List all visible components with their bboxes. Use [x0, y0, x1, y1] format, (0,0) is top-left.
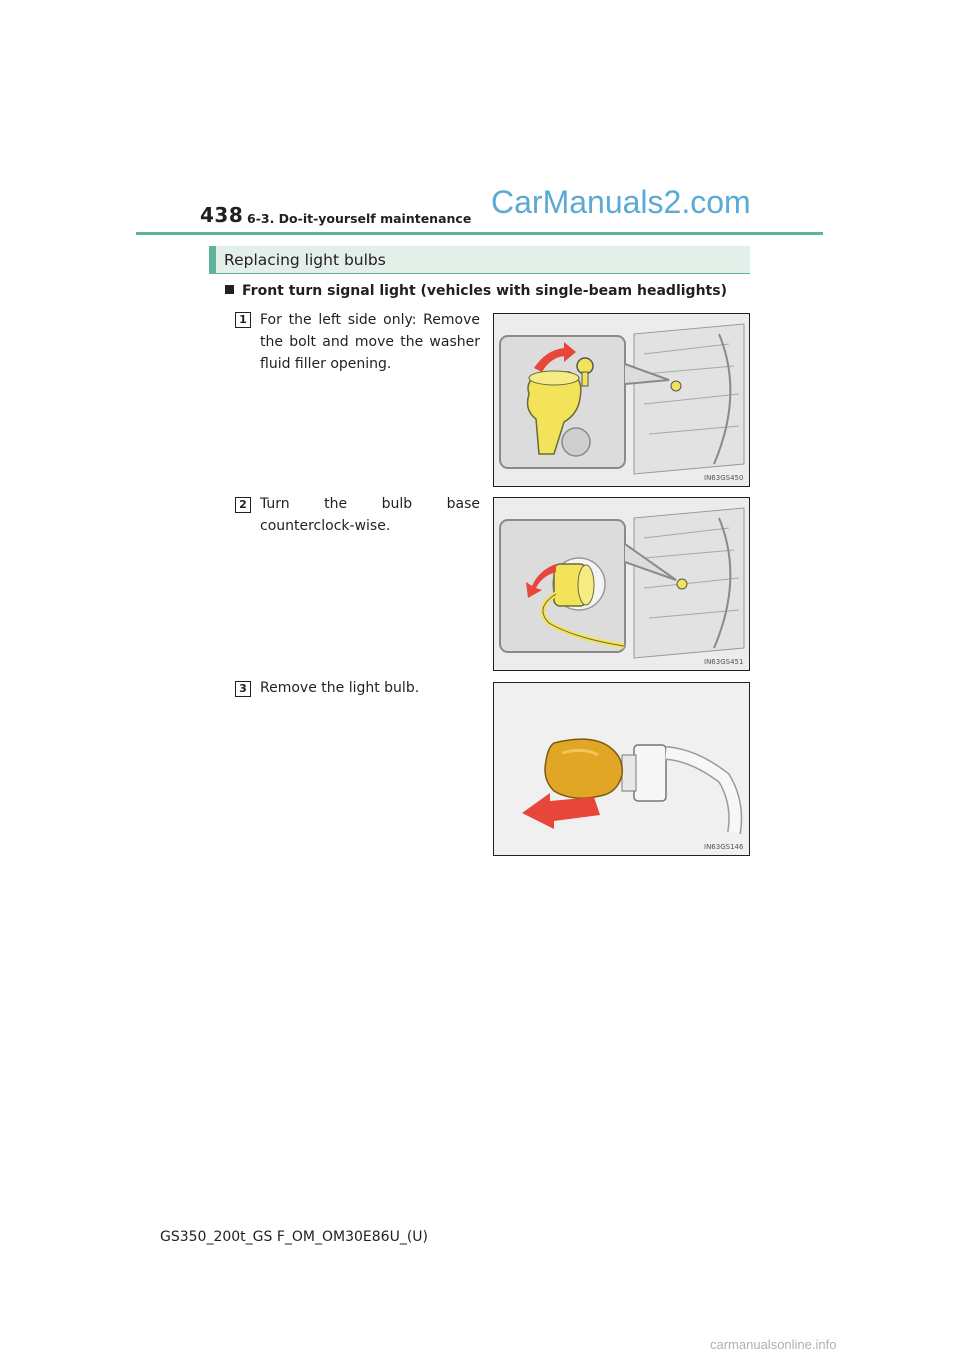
step-number: 3 — [235, 681, 251, 697]
figure-code: IN63GS146 — [704, 843, 744, 851]
subheading-text: Front turn signal light (vehicles with single-beam headlights) — [242, 283, 727, 299]
step-2-illustration — [493, 497, 750, 671]
bulb-base-turn-illustration — [494, 498, 749, 670]
document-code: GS350_200t_GS F_OM_OM30E86U_(U) — [160, 1229, 428, 1245]
watermark-logo[interactable]: CarManuals2.com — [491, 184, 751, 220]
step-text: For the left side only: Remove the bolt and move the washer fluid filler opening. — [260, 312, 480, 372]
step-text: Remove the light bulb. — [260, 680, 420, 696]
washer-filler-illustration — [494, 314, 749, 486]
bulb-removal-illustration — [494, 683, 749, 855]
step-3-illustration — [493, 682, 750, 856]
header-divider — [136, 232, 823, 235]
step-1-illustration — [493, 313, 750, 487]
step-number: 1 — [235, 312, 251, 328]
watermark-footer[interactable]: carmanualsonline.info — [710, 1337, 837, 1352]
subheading — [225, 283, 727, 299]
chapter-title: 6-3. Do-it-yourself maintenance — [247, 211, 472, 226]
figure-code: IN63GS450 — [704, 474, 744, 482]
step-text: Turn the bulb base counterclock-wise. — [260, 496, 480, 534]
section-heading: Replacing light bulbs — [224, 251, 386, 269]
section-heading-bar — [209, 246, 750, 274]
figure-code: IN63GS451 — [704, 658, 744, 666]
square-bullet-icon — [225, 285, 234, 294]
step-number: 2 — [235, 497, 251, 513]
page-number: 438 — [200, 203, 244, 227]
